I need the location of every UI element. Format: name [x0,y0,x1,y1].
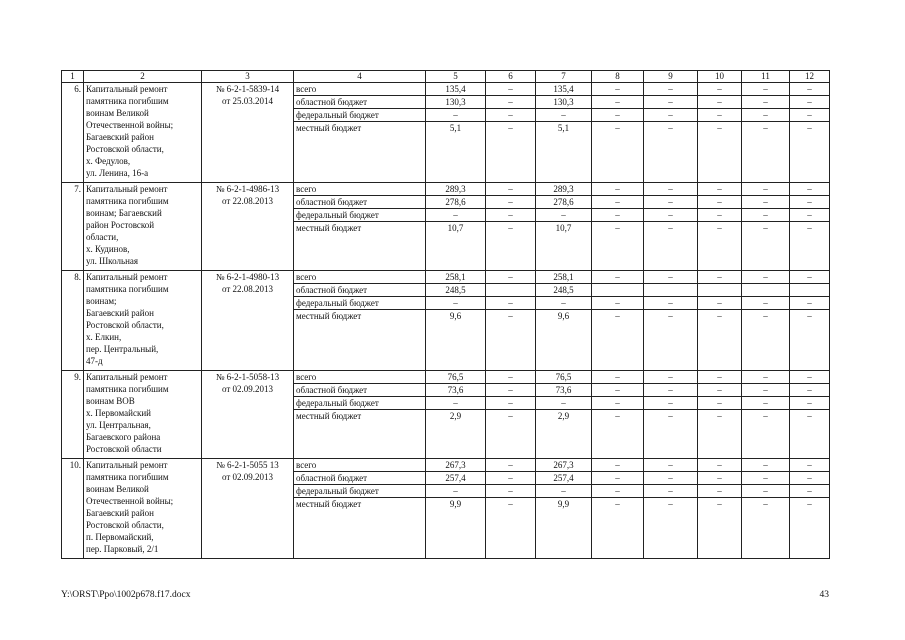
amount-cell: – [742,371,790,384]
amount-cell: – [592,485,644,498]
amount-cell: – [592,397,644,410]
amount-cell: – [742,410,790,459]
amount-cell: – [486,485,536,498]
amount-cell: – [486,397,536,410]
table-row [62,183,830,196]
amount-cell: – [790,183,830,196]
amount-cell: – [536,485,592,498]
amount-cell: – [698,96,742,109]
amount-cell: – [486,96,536,109]
amount-cell: – [486,83,536,96]
amount-cell: – [698,472,742,485]
funding-source: местный бюджет [294,310,426,371]
footer-page-number: 43 [819,590,829,600]
budget-table [61,70,830,559]
amount-cell: – [644,310,698,371]
amount-cell: – [486,122,536,183]
amount-cell: 257,4 [536,472,592,485]
amount-cell: – [592,472,644,485]
amount-cell: – [698,109,742,122]
amount-cell: – [644,371,698,384]
amount-cell: – [644,459,698,472]
amount-cell: – [742,196,790,209]
amount-cell: 267,3 [426,459,486,472]
entry-number: 6. [62,83,84,183]
amount-cell: – [486,109,536,122]
amount-cell: – [790,384,830,397]
amount-cell: 257,4 [426,472,486,485]
amount-cell: – [426,397,486,410]
amount-cell: – [536,297,592,310]
amount-cell: – [790,459,830,472]
amount-cell: – [790,209,830,222]
amount-cell: – [592,498,644,559]
amount-cell: – [536,209,592,222]
amount-cell: – [698,384,742,397]
amount-cell: – [698,410,742,459]
amount-cell: – [486,196,536,209]
amount-cell: 130,3 [536,96,592,109]
amount-cell: – [790,297,830,310]
amount-cell: 9,9 [536,498,592,559]
funding-source: областной бюджет [294,96,426,109]
amount-cell: 289,3 [426,183,486,196]
amount-cell [644,284,698,297]
funding-source: местный бюджет [294,122,426,183]
funding-source: местный бюджет [294,222,426,271]
funding-source: федеральный бюджет [294,485,426,498]
amount-cell: – [790,122,830,183]
column-number-header: 1 [62,71,84,83]
amount-cell: – [592,271,644,284]
amount-cell: – [742,397,790,410]
column-number-header: 6 [486,71,536,83]
amount-cell: – [698,271,742,284]
amount-cell: – [698,122,742,183]
amount-cell: – [644,410,698,459]
table-row [62,371,830,384]
object-name: Капитальный ремонт памятника погибшим воинам ВОВ х. Первомайский ул. Центральная, Багаевского района Ростовской области [84,371,202,459]
amount-cell: 9,6 [536,310,592,371]
amount-cell: – [742,109,790,122]
amount-cell [592,284,644,297]
amount-cell: 135,4 [426,83,486,96]
amount-cell: 9,9 [426,498,486,559]
column-number-header: 3 [202,71,294,83]
amount-cell: – [790,196,830,209]
funding-source: местный бюджет [294,498,426,559]
amount-cell: – [592,209,644,222]
amount-cell: – [644,397,698,410]
expertise-document: № 6-2-1-5839-14 от 25.03.2014 [202,83,294,183]
amount-cell: – [536,397,592,410]
amount-cell: – [592,122,644,183]
amount-cell: – [742,459,790,472]
amount-cell: – [644,83,698,96]
amount-cell: – [742,183,790,196]
amount-cell: – [486,183,536,196]
column-number-header: 8 [592,71,644,83]
amount-cell: – [592,83,644,96]
amount-cell: – [644,472,698,485]
object-name: Капитальный ремонт памятника погибшим воинам Великой Отечественной войны; Багаевский район Ростовской области, п. Первомайский, пер. Парковый, 2/1 [84,459,202,559]
amount-cell: – [644,196,698,209]
amount-cell: – [698,196,742,209]
amount-cell: – [742,271,790,284]
amount-cell: – [486,310,536,371]
amount-cell: – [742,472,790,485]
object-name: Капитальный ремонт памятника погибшим воинам Великой Отечественной войны; Багаевский район Ростовской области, х. Федулов, ул. Ленина, 16-а [84,83,202,183]
amount-cell: – [742,310,790,371]
amount-cell: – [644,209,698,222]
amount-cell: 73,6 [536,384,592,397]
amount-cell: – [790,371,830,384]
funding-source: областной бюджет [294,472,426,485]
funding-source: всего [294,183,426,196]
amount-cell: 248,5 [536,284,592,297]
table-row [62,459,830,472]
amount-cell: – [592,109,644,122]
funding-source: местный бюджет [294,410,426,459]
amount-cell: – [790,83,830,96]
amount-cell: – [426,109,486,122]
amount-cell: – [592,371,644,384]
amount-cell: – [486,222,536,271]
object-name: Капитальный ремонт памятника погибшим воинам; Багаевский район Ростовской области, х. Елкин, пер. Центральный, 47-д [84,271,202,371]
amount-cell: – [790,109,830,122]
amount-cell: – [486,371,536,384]
table-body [62,71,830,559]
column-number-header: 5 [426,71,486,83]
amount-cell: – [698,371,742,384]
amount-cell: 10,7 [426,222,486,271]
amount-cell: 76,5 [536,371,592,384]
amount-cell: – [790,498,830,559]
funding-source: областной бюджет [294,284,426,297]
amount-cell: – [742,498,790,559]
column-number-header: 2 [84,71,202,83]
amount-cell: 278,6 [426,196,486,209]
expertise-document: № 6-2-1-5055 13 от 02.09.2013 [202,459,294,559]
amount-cell: – [592,222,644,271]
amount-cell: – [742,83,790,96]
amount-cell: – [698,310,742,371]
amount-cell: – [698,297,742,310]
funding-source: всего [294,271,426,284]
amount-cell: – [486,472,536,485]
amount-cell: – [644,109,698,122]
column-number-header: 4 [294,71,426,83]
entry-number: 10. [62,459,84,559]
entry-number: 8. [62,271,84,371]
amount-cell: – [536,109,592,122]
amount-cell: – [592,183,644,196]
amount-cell: – [592,297,644,310]
amount-cell: 135,4 [536,83,592,96]
amount-cell: – [790,485,830,498]
entry-number: 7. [62,183,84,271]
entry-number: 9. [62,371,84,459]
table-row [62,271,830,284]
amount-cell: – [698,209,742,222]
amount-cell: – [742,122,790,183]
funding-source: всего [294,371,426,384]
object-name: Капитальный ремонт памятника погибшим воинам; Багаевский район Ростовской области, х. Кудинов, ул. Школьная [84,183,202,271]
funding-source: областной бюджет [294,384,426,397]
footer-file-path: Y:\ORST\Ppo\1002p678.f17.docx [61,590,191,600]
amount-cell: 2,9 [426,410,486,459]
amount-cell: – [644,222,698,271]
amount-cell: – [742,209,790,222]
funding-source: всего [294,83,426,96]
amount-cell: – [426,209,486,222]
amount-cell: – [592,384,644,397]
amount-cell: – [486,459,536,472]
amount-cell: – [486,209,536,222]
amount-cell: – [592,459,644,472]
amount-cell: – [592,96,644,109]
funding-source: федеральный бюджет [294,109,426,122]
amount-cell: 73,6 [426,384,486,397]
funding-source: федеральный бюджет [294,209,426,222]
amount-cell: – [790,310,830,371]
amount-cell: – [486,271,536,284]
funding-source: областной бюджет [294,196,426,209]
amount-cell: – [644,122,698,183]
amount-cell: – [698,222,742,271]
amount-cell: 2,9 [536,410,592,459]
amount-cell: 267,3 [536,459,592,472]
amount-cell: – [790,271,830,284]
amount-cell: – [698,183,742,196]
expertise-document: № 6-2-1-4986-13 от 22.08.2013 [202,183,294,271]
amount-cell: – [644,96,698,109]
amount-cell: – [426,297,486,310]
amount-cell [698,284,742,297]
amount-cell [742,284,790,297]
amount-cell: – [486,498,536,559]
amount-cell: 130,3 [426,96,486,109]
column-number-header: 7 [536,71,592,83]
amount-cell: 258,1 [426,271,486,284]
amount-cell: 289,3 [536,183,592,196]
amount-cell: – [644,384,698,397]
column-number-header-row [62,71,830,83]
amount-cell: – [790,410,830,459]
amount-cell: 9,6 [426,310,486,371]
amount-cell: – [790,472,830,485]
amount-cell [486,284,536,297]
table-row [62,83,830,96]
amount-cell: – [426,485,486,498]
amount-cell: – [742,222,790,271]
amount-cell: – [592,196,644,209]
column-number-header: 12 [790,71,830,83]
amount-cell: – [742,96,790,109]
amount-cell: 10,7 [536,222,592,271]
amount-cell: – [592,310,644,371]
amount-cell: – [592,410,644,459]
amount-cell: – [486,297,536,310]
funding-source: федеральный бюджет [294,397,426,410]
expertise-document: № 6-2-1-5058-13 от 02.09.2013 [202,371,294,459]
amount-cell: – [742,485,790,498]
amount-cell: – [742,384,790,397]
amount-cell: – [698,397,742,410]
amount-cell: – [644,297,698,310]
column-number-header: 10 [698,71,742,83]
amount-cell: 248,5 [426,284,486,297]
amount-cell: – [644,271,698,284]
amount-cell: – [790,96,830,109]
amount-cell: – [698,459,742,472]
amount-cell [790,284,830,297]
amount-cell: – [486,384,536,397]
column-number-header: 11 [742,71,790,83]
funding-source: всего [294,459,426,472]
amount-cell: – [644,183,698,196]
amount-cell: – [486,410,536,459]
amount-cell: 76,5 [426,371,486,384]
amount-cell: – [698,485,742,498]
amount-cell: – [644,485,698,498]
amount-cell: 278,6 [536,196,592,209]
amount-cell: – [644,498,698,559]
expertise-document: № 6-2-1-4980-13 от 22.08.2013 [202,271,294,371]
amount-cell: – [790,397,830,410]
amount-cell: – [698,498,742,559]
amount-cell: 5,1 [536,122,592,183]
amount-cell: – [742,297,790,310]
amount-cell: 5,1 [426,122,486,183]
column-number-header: 9 [644,71,698,83]
amount-cell: – [698,83,742,96]
amount-cell: – [790,222,830,271]
funding-source: федеральный бюджет [294,297,426,310]
amount-cell: 258,1 [536,271,592,284]
